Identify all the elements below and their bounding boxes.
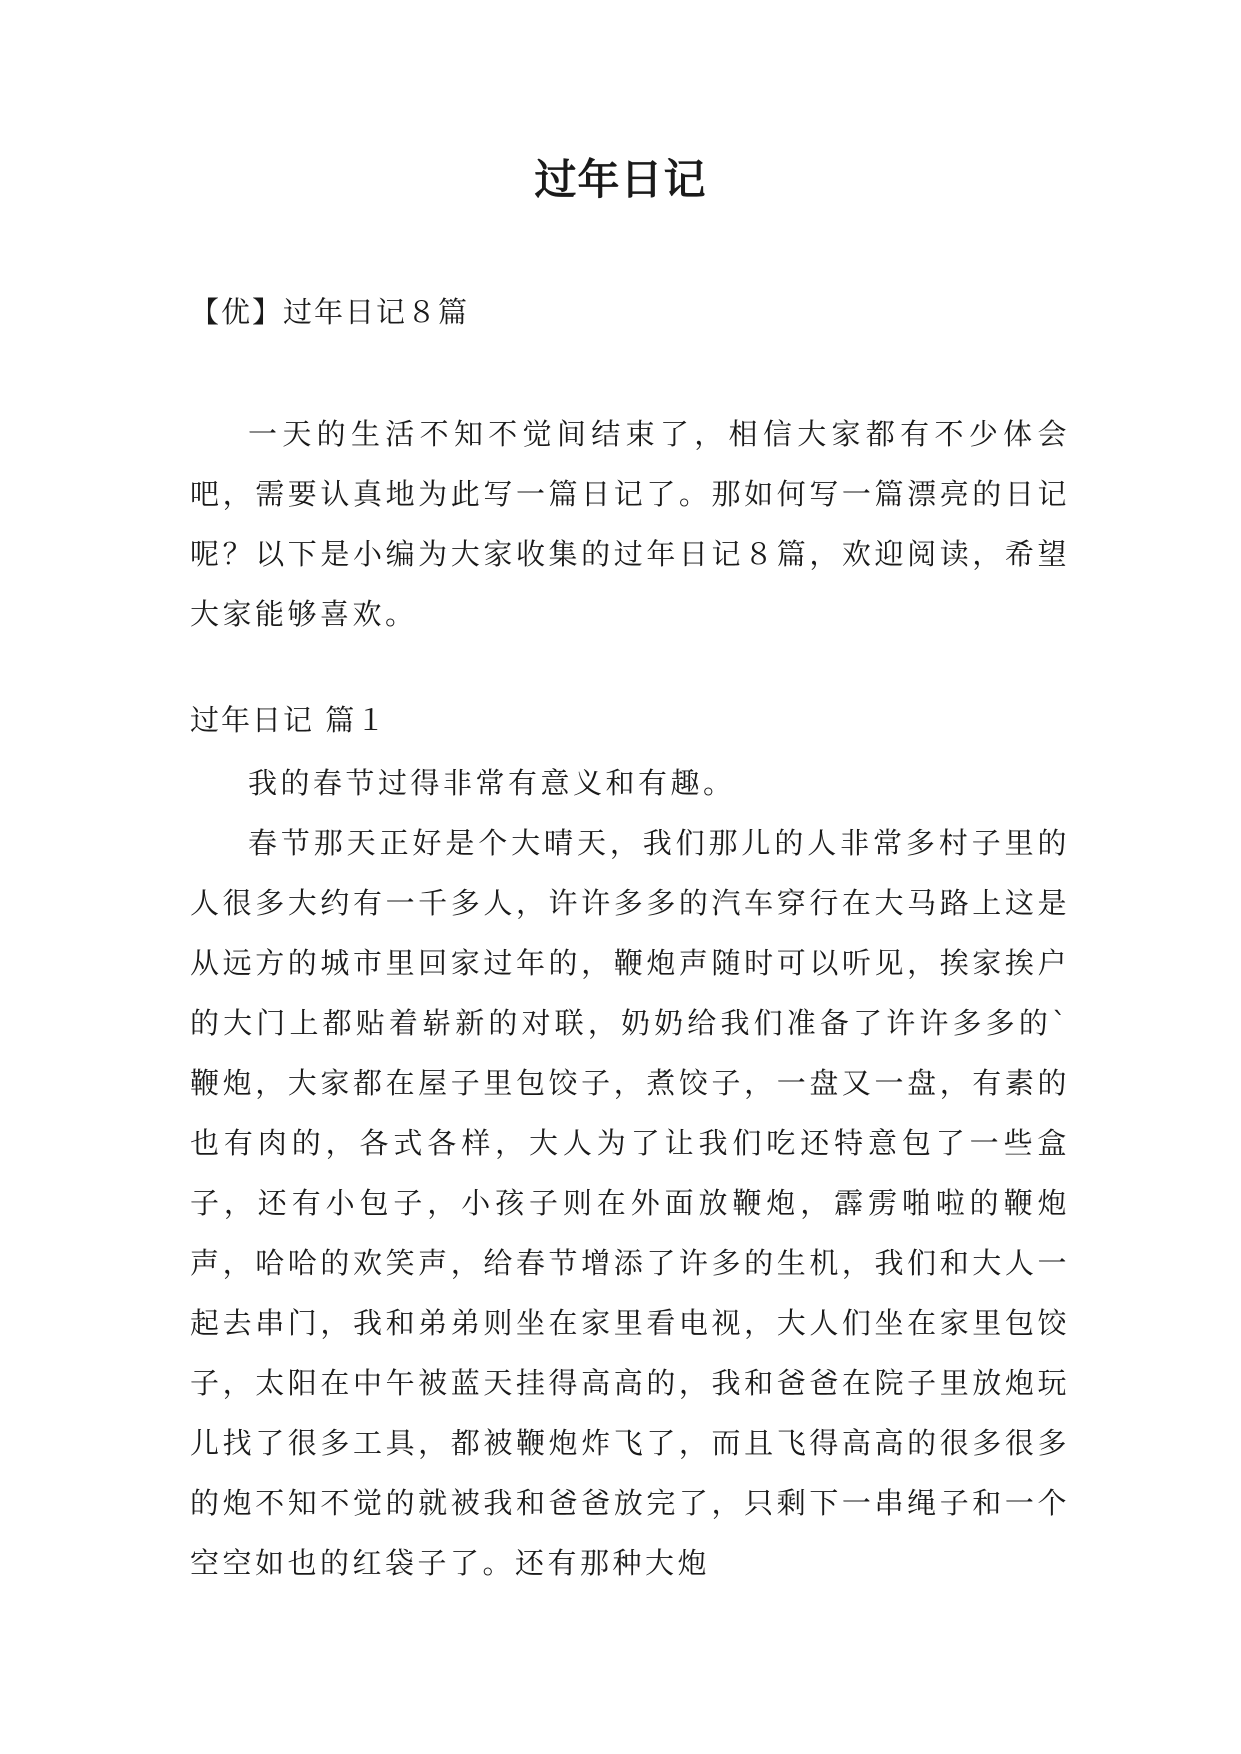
body-paragraph: 春节那天正好是个大晴天，我们那儿的人非常多村子里的人很多大约有一千多人，许许多多的汽车穿行在大马路上这是从远方的城市里回家过年的，鞭炮声随时可以听见，挨家挨户的大门上都贴着崭新的对联，奶奶给我们准备了许许多多的`鞭炮，大家都在屋子里包饺子，煮饺子，一盘又一盘，有素的也有肉的，各式各样，大人为了让我们吃还特意包了一些盒子，还有小包子，小孩子则在外面放鞭炮，霹雳啪啦的鞭炮声，哈哈的欢笑声，给春节增添了许多的生机，我们和大人一起去串门，我和弟弟则坐在家里看电视，大人们坐在家里包饺子，太阳在中午被蓝天挂得高高的，我和爸爸在院子里放炮玩儿找了很多工具，都被鞭炮炸飞了，而且飞得高高的很多很多的炮不知不觉的就被我和爸爸放完了，只剩下一串绳子和一个空空如也的红袋子了。还有那种大炮 [190,826,1070,1580]
document-title: 过年日记 [534,155,707,204]
intro-paragraph: 一天的生活不知不觉间结束了，相信大家都有不少体会吧，需要认真地为此写一篇日记了。那如何写一篇漂亮的日记呢？以下是小编为大家收集的过年日记８篇，欢迎阅读，希望大家能够喜欢。 [190,417,1070,631]
section-heading: 过年日记 篇１ [190,703,388,737]
document-subtitle: 【优】过年日记８篇 [190,295,470,329]
body-paragraph: 我的春节过得非常有意义和有趣。 [248,766,736,800]
